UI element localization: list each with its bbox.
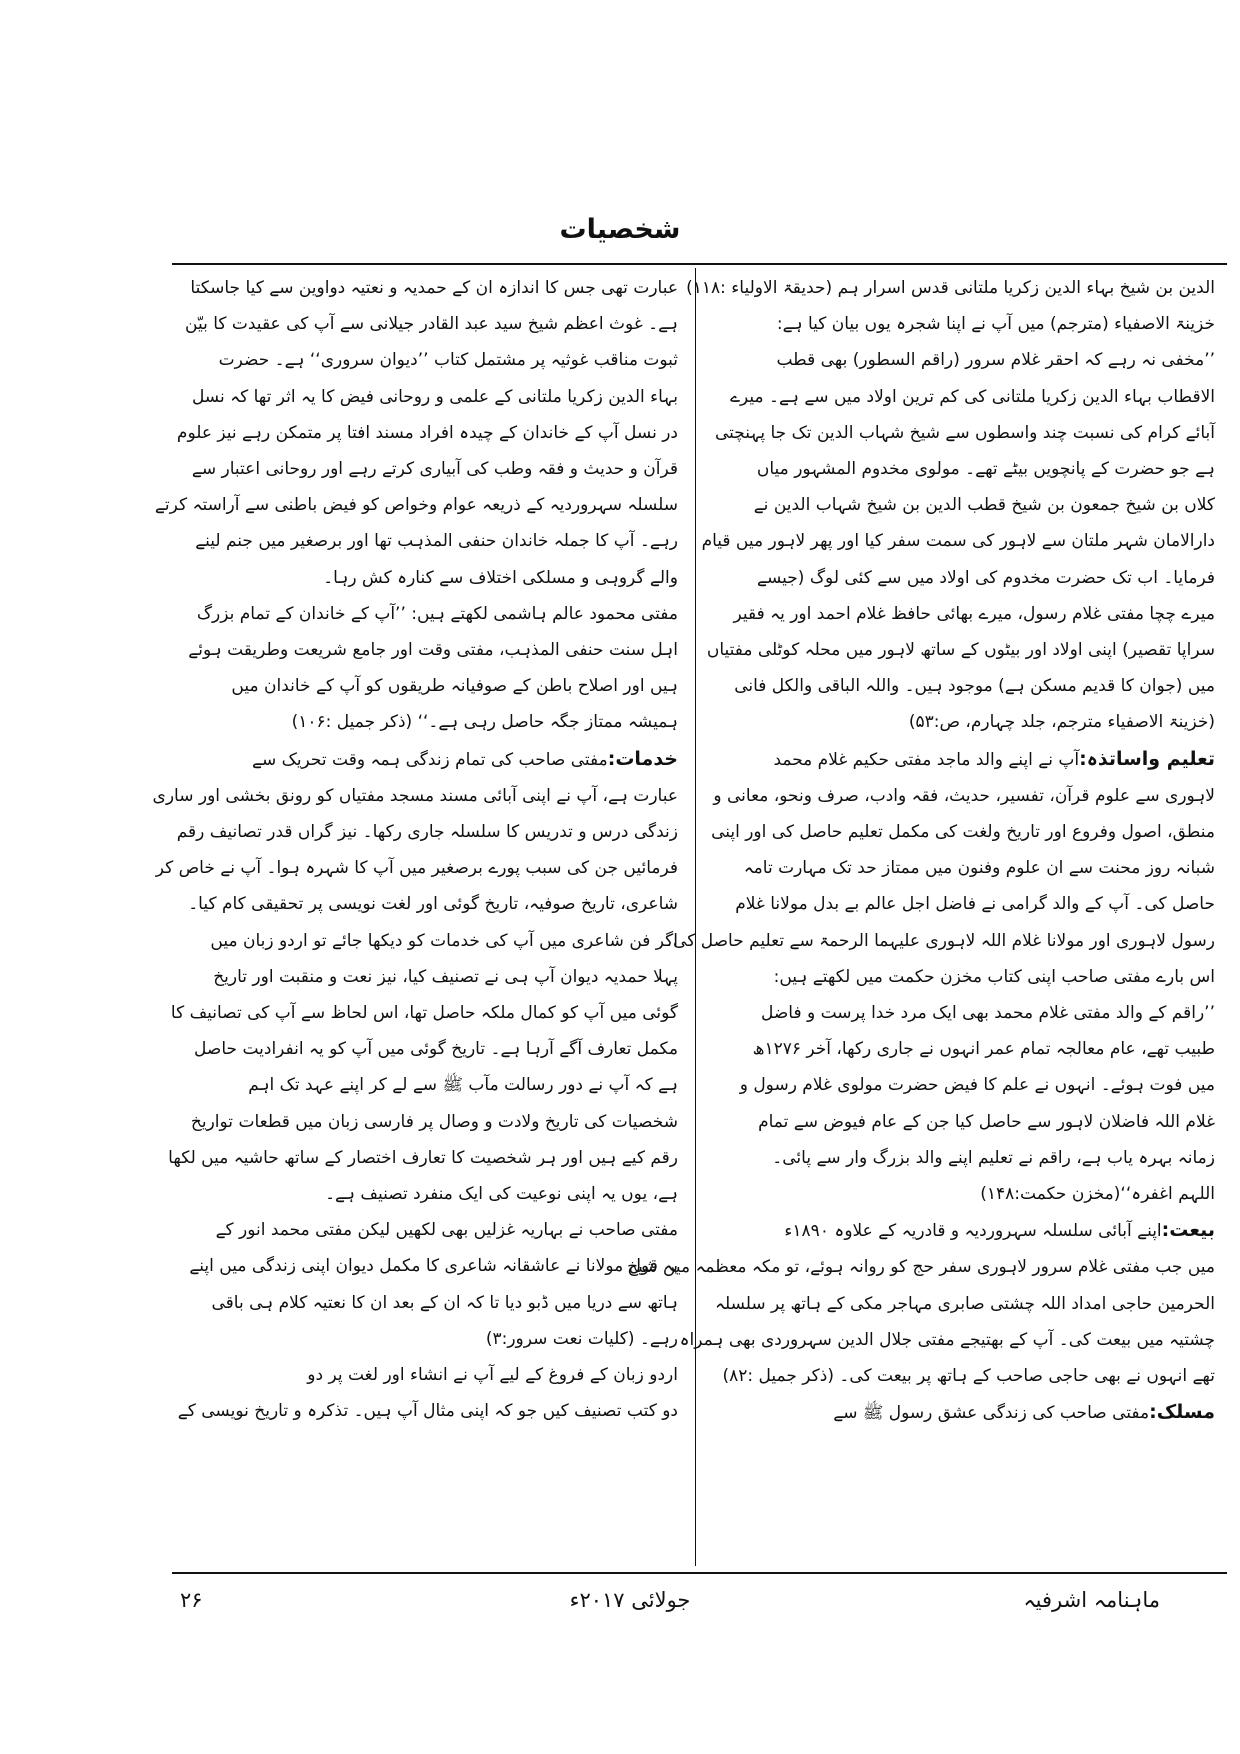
- line-text: ہمیشہ ممتاز جگہ حاصل رہی ہے۔‘‘ (ذکر جمیل :۱۰۶): [291, 712, 678, 733]
- line-text: (خزینۃ الاصفیاء مترجم، جلد چہارم، ص:۵۳): [908, 712, 1215, 733]
- line-text: مفتی محمود عالم ہاشمی لکھتے ہیں: ’’آپ کے خاندان کے تمام بزرگ: [196, 603, 678, 624]
- text-line: [178, 1248, 678, 1284]
- text-line: [178, 886, 678, 922]
- text-line: [154, 487, 678, 523]
- line-text: عبارت تھی جس کا اندازہ ان کے حمدیہ و نعتیہ دواوین سے کیا جاسکتا: [190, 278, 678, 298]
- line-text: دارالامان شہر ملتان سے لاہور کی سمت سفر کیا اور پھر لاہور میں قیام: [701, 531, 1215, 552]
- text-line: [178, 270, 678, 306]
- text-line: [715, 886, 1215, 922]
- text-line: [715, 306, 1215, 342]
- section-heading: تعلیم واساتذہ:: [1079, 747, 1215, 770]
- line-text: ہیں اور اصلاح باطن کے صوفیانہ طریقوں کو آپ کے خاندان میں: [231, 676, 678, 697]
- line-text: اہل سنت حنفی المذہب، مفتی وقت اور جامع شریعت وطریقت ہوئے: [188, 640, 678, 661]
- line-text: میں فوت ہوئے۔ انہوں نے علم کا فیض حضرت مولوی غلام رسول و: [739, 1075, 1215, 1096]
- text-line: [178, 741, 678, 778]
- text-line: [715, 560, 1215, 596]
- text-line: [715, 704, 1215, 740]
- text-line: [715, 959, 1215, 995]
- text-line: [715, 1212, 1215, 1249]
- text-line: [715, 741, 1215, 778]
- line-text: ہے۔ غوث اعظم شیخ سید عبد القادر جیلانی سے آپ کی عقیدت کا بیّن: [185, 314, 678, 335]
- line-text: مکمل تعارف آگے آرہا ہے۔ تاریخ گوئی میں آپ کو یہ انفرادیت حاصل: [194, 1039, 678, 1060]
- text-line: [178, 704, 678, 740]
- text-line: [178, 306, 678, 342]
- line-text: چشتیہ میں بیعت کی۔ آپ کے بھتیجے مفتی جلال الدین سہروردی بھی ہمراہ: [679, 1329, 1215, 1350]
- line-text: ’’مخفی نہ رہے کہ احقر غلام سرور (راقم السطور) بھی قطب: [776, 350, 1215, 371]
- text-line: [715, 1067, 1215, 1103]
- line-text: رقم کیے ہیں اور ہر شخصیت کا تعارف اختصار کے ساتھ حاشیہ میں لکھا: [168, 1147, 678, 1168]
- line-text: لاہوری سے علوم قرآن، تفسیر، حدیث، فقہ وادب، صرف ونحو، معانی و: [713, 785, 1215, 806]
- line-text: منطق، اصول وفروع اور تاریخ ولغت کی مکمل تعلیم حاصل کی اور اپنی: [711, 822, 1215, 843]
- line-text: خزینۃ الاصفیاء (مترجم) میں آپ نے اپنا شجرہ یوں بیان کیا ہے:: [776, 314, 1215, 335]
- text-line: [715, 995, 1215, 1031]
- text-line: [178, 523, 678, 559]
- text-line: [686, 270, 1215, 306]
- line-text: بہاء الدین زکریا ملتانی کے علمی و روحانی فیض کا یہ اثر تھا کہ نسل: [191, 386, 678, 407]
- text-line: [178, 1321, 678, 1357]
- line-text: رہے۔ (کلیات نعت سرور:۳): [485, 1328, 678, 1349]
- line-text: زمانہ بہرہ یاب ہے، راقم نے تعلیم اپنے والد بزرگ وار سے پائی۔: [772, 1147, 1215, 1168]
- line-text: فرمائیں جن کی سبب پورے برصغیر میں آپ کا شہرہ ہوا۔ آپ نے خاص کر: [155, 858, 678, 879]
- text-line: [178, 1285, 678, 1321]
- text-line: [706, 632, 1215, 668]
- text-line: [715, 1031, 1215, 1067]
- line-text: ہے جو حضرت کے پانچویں بیٹے تھے۔ مولوی مخدوم المشہور میاں: [756, 459, 1215, 480]
- line-text: شبانہ روز محنت سے ان علوم وفنون میں ممتاز حد تک مہارت تامہ: [743, 858, 1215, 879]
- line-text: الحرمین حاجی امداد اللہ چشتی صابری مہاجر مکی کے ہاتھ پر سلسلہ: [715, 1293, 1215, 1314]
- line-text: پہلا حمدیہ دیوان آپ ہی نے تصنیف کیا، نیز نعت و منقبت اور تاریخ: [213, 966, 678, 987]
- text-line: [715, 850, 1215, 886]
- text-line: [715, 778, 1215, 814]
- text-line: [715, 1358, 1215, 1394]
- line-text: میں جب مفتی غلام سرور لاہوری سفر حج کو روانہ ہوئے، تو مکہ معظمہ میں شیخ: [627, 1257, 1215, 1278]
- line-text: اللہم اغفرہ‘‘(مخزن حکمت:۱۴۸): [980, 1184, 1215, 1205]
- text-line: [715, 379, 1215, 415]
- line-text: ’’راقم کے والد مفتی غلام محمد بھی ایک مرد خدا پرست و فاضل: [760, 1003, 1215, 1024]
- line-text: حاصل کی۔ آپ کے والد گرامی نے فاضل اجل عالم بے بدل مولانا غلام: [735, 894, 1215, 915]
- line-text: اس بارے مفتی صاحب اپنی کتاب مخزن حکمت میں لکھتے ہیں:: [773, 966, 1215, 987]
- column-divider: [695, 268, 696, 1566]
- line-text: مفتی صاحب کی زندگی عشق رسول ﷺ سے: [833, 1403, 1150, 1424]
- text-line: [715, 487, 1215, 523]
- line-text: والے گروہی و مسلکی اختلاف سے کنارہ کش رہا۔: [323, 567, 678, 588]
- line-text: قرآن و حدیث و فقہ وطب کی آبیاری کرتے رہے اور روحانی اعتبار سے: [191, 459, 678, 480]
- line-text: سلسلہ سہروردیہ کے ذریعہ عوام وخواص کو فیض باطنی سے آراستہ کرتے: [154, 495, 678, 516]
- section-heading: مسلک:: [1149, 1401, 1215, 1424]
- text-line: [715, 415, 1215, 451]
- text-line: [178, 560, 678, 596]
- line-text: الاقطاب بہاء الدین زکریا ملتانی کی کم ترین اولاد میں سے ہے۔ میرے: [730, 386, 1215, 407]
- line-text: بہ قول مولانا نے عاشقانہ شاعری کا مکمل دیوان اپنی زندگی میں اپنے: [189, 1256, 678, 1277]
- text-line: [170, 995, 678, 1031]
- line-text: شاعری، تاریخ صوفیہ، تاریخ گوئی اور لغت نویسی پر تحقیقی کام کیا۔: [188, 894, 678, 915]
- text-line: [701, 523, 1215, 559]
- line-text: شخصیات کی تاریخ ولادت و وصال پر فارسی زبان میں قطعات تواریخ: [190, 1111, 678, 1132]
- line-text: اردو زبان کے فروغ کے لیے آپ نے انشاء اور لغت پر دو: [307, 1365, 678, 1386]
- line-text: میں (جوان کا قدیم مسکن ہے) موجود ہیں۔ واللہ الباقی والکل فانی: [734, 676, 1215, 697]
- line-text: مفتی صاحب نے بہاریہ غزلیں بھی لکھیں لیکن مفتی محمد انور کے: [215, 1220, 678, 1241]
- text-line: [155, 850, 678, 886]
- line-text: مفتی صاحب کی تمام زندگی ہمہ وقت تحریک سے: [252, 749, 608, 770]
- text-line: [178, 1104, 678, 1140]
- line-text: دو کتب تصنیف کیں جو کہ اپنی مثال آپ ہیں۔ تذکرہ و تاریخ نویسی کے: [177, 1401, 678, 1422]
- section-heading: بیعت:: [1161, 1219, 1215, 1242]
- text-line: [178, 814, 678, 850]
- text-line: [679, 1322, 1215, 1358]
- line-text: غلام اللہ فاضلان لاہور سے حاصل کیا جن کے عام فیوض سے تمام: [758, 1111, 1215, 1132]
- section-heading: خدمات:: [607, 747, 678, 770]
- text-line: [178, 1031, 678, 1067]
- text-line: [168, 1140, 678, 1176]
- line-text: گوئی میں آپ کو کمال ملکہ حاصل تھا، اس لحاظ سے آپ کی تصانیف کا: [170, 1003, 678, 1024]
- text-line: [627, 1249, 1215, 1285]
- text-line: [178, 959, 678, 995]
- text-line: [178, 379, 678, 415]
- line-text: آبائے کرام کی نسبت چند واسطوں سے شیخ شہاب الدین تک جا پہنچتی: [715, 422, 1215, 443]
- text-line: [715, 451, 1215, 487]
- line-text: طبیب تھے، عام معالجہ تمام عمر انہوں نے جاری رکھا، آخر ۱۲۷۶ھ: [752, 1039, 1215, 1060]
- line-text: الدین بن شیخ بہاء الدین زکریا ملتانی قدس اسرار ہم (حدیقۃ الاولیاء :۱۱۸): [686, 278, 1215, 298]
- text-line: [715, 1176, 1215, 1212]
- line-text: میرے چچا مفتی غلام رسول، میرے بھائی حافظ غلام احمد اور یہ فقیر: [733, 603, 1215, 624]
- text-line: [178, 1067, 678, 1103]
- text-line: [178, 451, 678, 487]
- line-text: ہاتھ سے دریا میں ڈبو دیا تا کہ ان کے بعد ان کا نعتیہ کلام ہی باقی: [211, 1292, 678, 1313]
- text-line: [178, 596, 678, 632]
- text-line: [715, 596, 1215, 632]
- line-text: ثبوت مناقب غوثیہ پر مشتمل کتاب ’’دیوان سروری‘‘ ہے۔ حضرت: [218, 350, 678, 371]
- text-line: [178, 342, 678, 378]
- footer-page-number: ۲۶: [180, 1588, 203, 1612]
- text-line: [152, 778, 678, 814]
- text-line: [178, 1212, 678, 1248]
- line-text: ہے کہ آپ نے دور رسالت مآب ﷺ سے لے کر اپنے عہد تک اہم: [248, 1075, 678, 1096]
- footer-issue-date: جولائی ۲۰۱۷ء: [569, 1588, 691, 1612]
- text-line: [178, 632, 678, 668]
- line-text: فرمایا۔ اب تک حضرت مخدوم کی اولاد میں سے کئی لوگ (جیسے: [757, 567, 1215, 588]
- text-line: [715, 1394, 1215, 1431]
- line-text: ہے، یوں یہ اپنی نوعیت کی ایک منفرد تصنیف ہے۔: [325, 1184, 678, 1205]
- text-line: [663, 923, 1215, 959]
- text-line: [178, 923, 678, 959]
- page-header-title: شخصیات: [559, 214, 681, 245]
- text-line: [178, 1393, 678, 1429]
- line-text: کلاں بن شیخ جمعون بن شیخ قطب الدین بن شیخ شہاب الدین نے: [753, 495, 1215, 516]
- text-line: [715, 1104, 1215, 1140]
- header-rule: [172, 263, 1227, 265]
- line-text: تھے انہوں نے بھی حاجی صاحب کے ہاتھ پر بیعت کی۔ (ذکر جمیل :۸۲): [722, 1366, 1215, 1387]
- line-text: در نسل آپ کے خاندان کے چیدہ افراد مسند افتا پر متمکن رہے نیز علوم: [176, 422, 678, 443]
- line-text: سراپا تقصیر) اپنی اولاد اور بیٹوں کے ساتھ لاہور میں محلہ کوٹلی مفتیاں: [706, 640, 1215, 661]
- left-column: [152, 270, 678, 1566]
- line-text: رہے۔ آپ کا جملہ خاندان حنفی المذہب تھا اور برصغیر میں جنم لینے: [195, 531, 678, 552]
- text-line: [178, 1176, 678, 1212]
- line-text: اگر فن شاعری میں آپ کی خدمات کو دیکھا جائے تو اردو زبان میں: [210, 930, 678, 951]
- line-text: رسول لاہوری اور مولانا غلام اللہ لاہوری علیہما الرحمۃ سے تعلیم حاصل کی۔: [663, 930, 1215, 951]
- text-line: [711, 814, 1215, 850]
- text-line: [178, 415, 678, 451]
- line-text: زندگی درس و تدریس کا سلسلہ جاری رکھا۔ نیز گراں قدر تصانیف رقم: [176, 822, 678, 843]
- text-line: [715, 342, 1215, 378]
- line-text: آپ نے اپنے والد ماجد مفتی حکیم غلام محمد: [773, 749, 1080, 770]
- footer-magazine-name: ماہنامہ اشرفیہ: [1023, 1588, 1160, 1612]
- text-line: [715, 1286, 1215, 1322]
- text-line: [715, 668, 1215, 704]
- footer-rule: [172, 1572, 1227, 1574]
- line-text: اپنے آبائی سلسلہ سہروردیہ و قادریہ کے علاوہ ۱۸۹۰ء: [784, 1221, 1162, 1242]
- text-line: [178, 668, 678, 704]
- text-line: [178, 1357, 678, 1393]
- text-line: [715, 1140, 1215, 1176]
- line-text: عبارت ہے، آپ نے اپنی آبائی مسند مسجد مفتیاں کو رونق بخشی اور ساری: [152, 785, 678, 806]
